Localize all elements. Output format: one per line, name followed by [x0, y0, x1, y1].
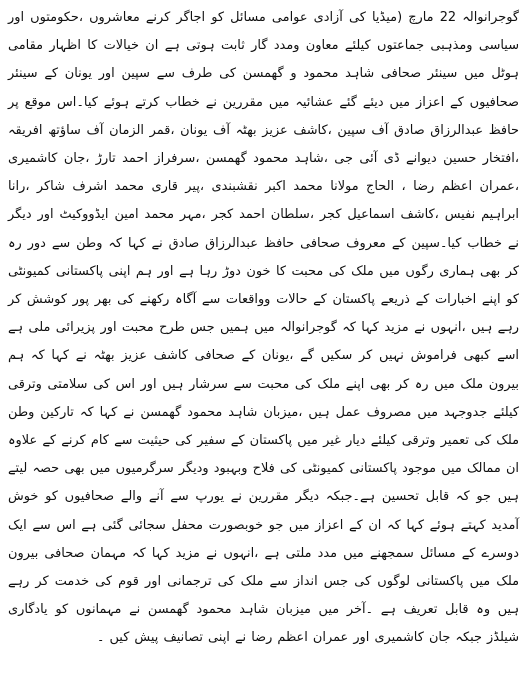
article-text: [8, 4, 519, 653]
dateline: گوجرانوالہ 22 مارچ (: [397, 10, 520, 25]
article-body: میڈیا کی آزادی عوامی مسائل کو اجاگر کرنے معاشروں ،حکومتوں اور سیاسی ومذہبی جماعتوں کیلئے معاون ومدد گار ثابت ہوتی ہے ان خیالات کا اظہار مقامی ہوٹل میں سینئر صحافی شاہد محمود و گھمسن کی طرف سے سپین اور یونان کے سینئر صحافیوں کے اعزاز میں دیئے گئے عشائیہ میں مقررین نے خطاب کرتے ہوئے کیا۔اس موقع پر حافظ عبدالرزاق صادق آف سپین ،کاشف عزیز بھٹہ آف یونان ،قمر الزمان آف ساؤتھ افریقہ ،افتخار حسین دیوانے ڈی آئی جی ،شاہد محمود گھمسن ،سرفراز احمد تارڑ ،جان کاشمیری ،عمران اعظم رضا ، الحاج مولانا محمد اکبر نقشبندی ،پیر قاری محمد اشرف شاکر ،رانا ابراہیم نفیس ،کاشف اسماعیل کجر ،سلطان احمد کجر ،مہر محمد امین ایڈووکیٹ اور دیگر نے خطاب کیا۔سپین کے معروف صحافی حافظ عبدالرزاق صادق نے کہا کہ وطن سے دور رہ کر بھی ہماری رگوں میں ملک کی محبت کا خون دوڑ رہا ہے اور ہم اپنی پاکستانی کمیونٹی کو اپنے اخبارات کے ذریعے پاکستان کے حالات وواقعات سے آگاہ رکھنے کی بھر پور کوشش کر رہے ہیں ،انہوں نے مزید کہا کہ گوجرانوالہ میں ہمیں جس طرح محبت اور پزیرائی ملی ہے اسے کبھی فراموش نہیں کر سکیں گے ،یونان کے صحافی کاشف عزیز بھٹہ نے کہا کہ ہم بیرون ملک میں رہ کر بھی اپنے ملک کی محبت سے سرشار ہیں اور اس کی سلامتی وترقی کیلئے جدوجہد میں مصروف عمل ہیں ،میزبان شاہد محمود گھمسن نے کہا کہ تارکین وطن ملک کی تعمیر وترقی کیلئے دیار غیر میں پاکستان کے سفیر کی حیثیت سے کام کرنے کے علاوہ ان ممالک میں موجود پاکستانی کمیونٹی کی فلاح وبہبود ودیگر سرگرمیوں میں بھی حصہ لیتے ہیں جو کہ قابل تحسین ہے۔جبکہ دیگر مقررین نے یورپ سے آنے والے صحافیوں کو خوش آمدید کہتے ہوئے کہا کہ ان کے اعزاز میں جو خوبصورت محفل سجائی گئی ہے اس سے ایک دوسرے کے مسائل سمجھنے میں مدد ملتی ہے ،انہوں نے مزید کہا کہ مہمان صحافی بیرون ملک میں پاکستانی لوگوں کی جس انداز سے ملک کی ترجمانی اور قوم کی خدمت کر رہے ہیں وہ قابل تعریف ہے ۔آخر میں میزبان شاہد محمود گھمسن نے مہمانوں کو یادگاری شیلڈز جبکہ جان کاشمیری اور عمران اعظم رضا نے اپنی تصانیف پیش کیں ۔: [8, 10, 519, 646]
